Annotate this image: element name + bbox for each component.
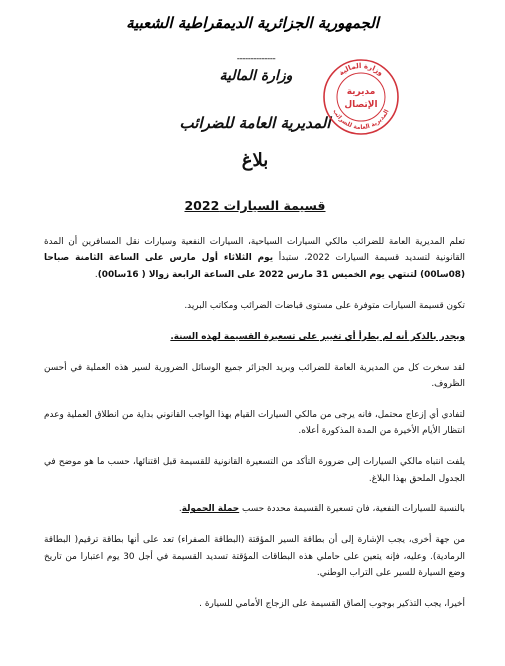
official-stamp-icon: [322, 58, 400, 136]
stamp-inner-text: الإتصال: [344, 100, 378, 110]
ministry-heading: وزارة المالية: [219, 68, 293, 84]
paragraph-availability: تكون قسيمة السيارات متوفرة على مستوى قباضات الضرائب ومكاتب البريد.: [184, 300, 465, 311]
stamp-middle-text: مديرية: [346, 87, 376, 97]
stamp-bottom-text: المديرية العامة للضرائب: [331, 108, 391, 132]
paragraph-tariff-unchanged: ويجدر بالذكر أنه لم يطرأ أي تغيير على تسعيرة القسيمة لهذه السنة.: [170, 331, 465, 342]
paragraph-period: تعلم المديرية العامة للضرائب مالكي السيارات السياحية، السيارات النفعية وسيارات نقل المسافرين أن المدة القانونية لتسديد قسيمة السيارات 2022، ستبدأ يوم الثلاثاء أول مارس على الساعة الثامنة صباحا (08سا00) لتنتهي يوم الخميس 31 مارس 2022 على الساعة الرابعة زوالا ( 16سا00).: [44, 237, 465, 280]
paragraph-temporary-card: من جهة أخرى، يجب الإشارة إلى أن بطاقة السير المؤقتة (البطاقة الصفراء) تعد على أنها بطاقة ترقيم( البطاقة الرمادية). وعليه، فإنه يتعين على حاملي هذه البطاقات المؤقتة تسديد القسيمة في أجل 30 يوم اعتبارا من تاريخ وضع السيارة للسير على التراب الوطني.: [44, 535, 465, 579]
paragraph-early-payment: لتفادي أي إزعاج محتمل، فانه يرجى من مالكي السيارات القيام بهذا الواجب القانوني بداية من انطلاق العملية وعدم انتظار الأيام الأخيرة من المدة المذكورة أعلاه.: [44, 409, 465, 437]
document-title: قسيمة السيارات 2022: [184, 198, 326, 213]
paragraph-utility-vehicles: بالنسبة للسيارات النفعية، فان تسعيرة القسيمة محددة حسب جملة الحمولة.: [178, 504, 465, 515]
paragraph-resources: لقد سخرت كل من المديرية العامة للضرائب وبريد الجزائر جميع الوسائل الضرورية لسير هذه العملية في أحسن الظروف.: [44, 362, 465, 389]
stamp-outer-text: وزارة المالية: [337, 61, 385, 78]
notice-title: بلاغ: [241, 150, 269, 171]
header-separator: --------------: [236, 54, 276, 64]
paragraph-sticker-reminder: أخيرا، يجب التذكير بوجوب إلصاق القسيمة على الزجاج الأمامي للسيارة .: [199, 599, 465, 610]
directorate-heading: المديرية العامة للضرائب: [179, 114, 331, 132]
republic-heading: الجمهورية الجزائرية الديمقراطية الشعبية: [126, 14, 379, 32]
document-body: [44, 234, 465, 627]
paragraph-tariff-check: يلفت انتباه مالكي السيارات إلى ضرورة التأكد من التسعيرة القانونية للقسيمة قبل اقتنائها، حسب ما هو موضح في الجدول الملحق بهذا البلاغ.: [44, 457, 465, 484]
